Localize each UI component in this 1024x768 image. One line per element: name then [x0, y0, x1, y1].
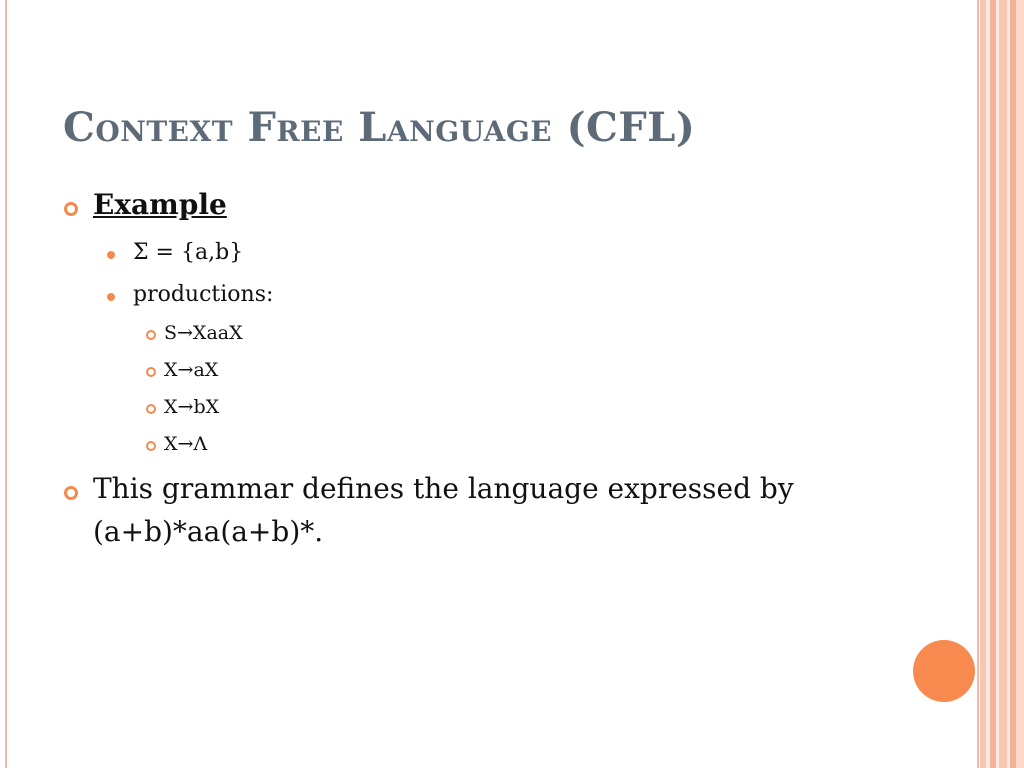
- bullet-ring-icon: [146, 367, 156, 377]
- conclusion-line-1: This grammar defines the language expressed by: [93, 472, 794, 505]
- slide-title: Context Free Language (CFL): [63, 104, 696, 151]
- bullet-dot-icon: [107, 293, 115, 301]
- bullet-ring-icon: [64, 486, 78, 500]
- bullet-ring-icon: [64, 202, 78, 216]
- productions-label: productions:: [133, 282, 274, 307]
- bullet-ring-icon: [146, 441, 156, 451]
- production-item: X→bX: [164, 396, 220, 418]
- decorative-stripe: [999, 0, 1007, 768]
- production-item: X→aX: [164, 359, 219, 381]
- bullet-dot-icon: [107, 251, 115, 259]
- bullet-ring-icon: [146, 330, 156, 340]
- example-label: Example: [93, 188, 227, 221]
- decorative-stripe: [1016, 0, 1024, 768]
- example-heading: [93, 188, 227, 221]
- conclusion-line-2: (a+b)*aa(a+b)*.: [93, 515, 324, 548]
- bullet-ring-icon: [146, 404, 156, 414]
- accent-circle: [913, 640, 975, 702]
- production-item: X→Λ: [164, 433, 208, 455]
- production-item: S→XaaX: [164, 322, 243, 344]
- alphabet-item: Σ = {a,b}: [133, 240, 244, 265]
